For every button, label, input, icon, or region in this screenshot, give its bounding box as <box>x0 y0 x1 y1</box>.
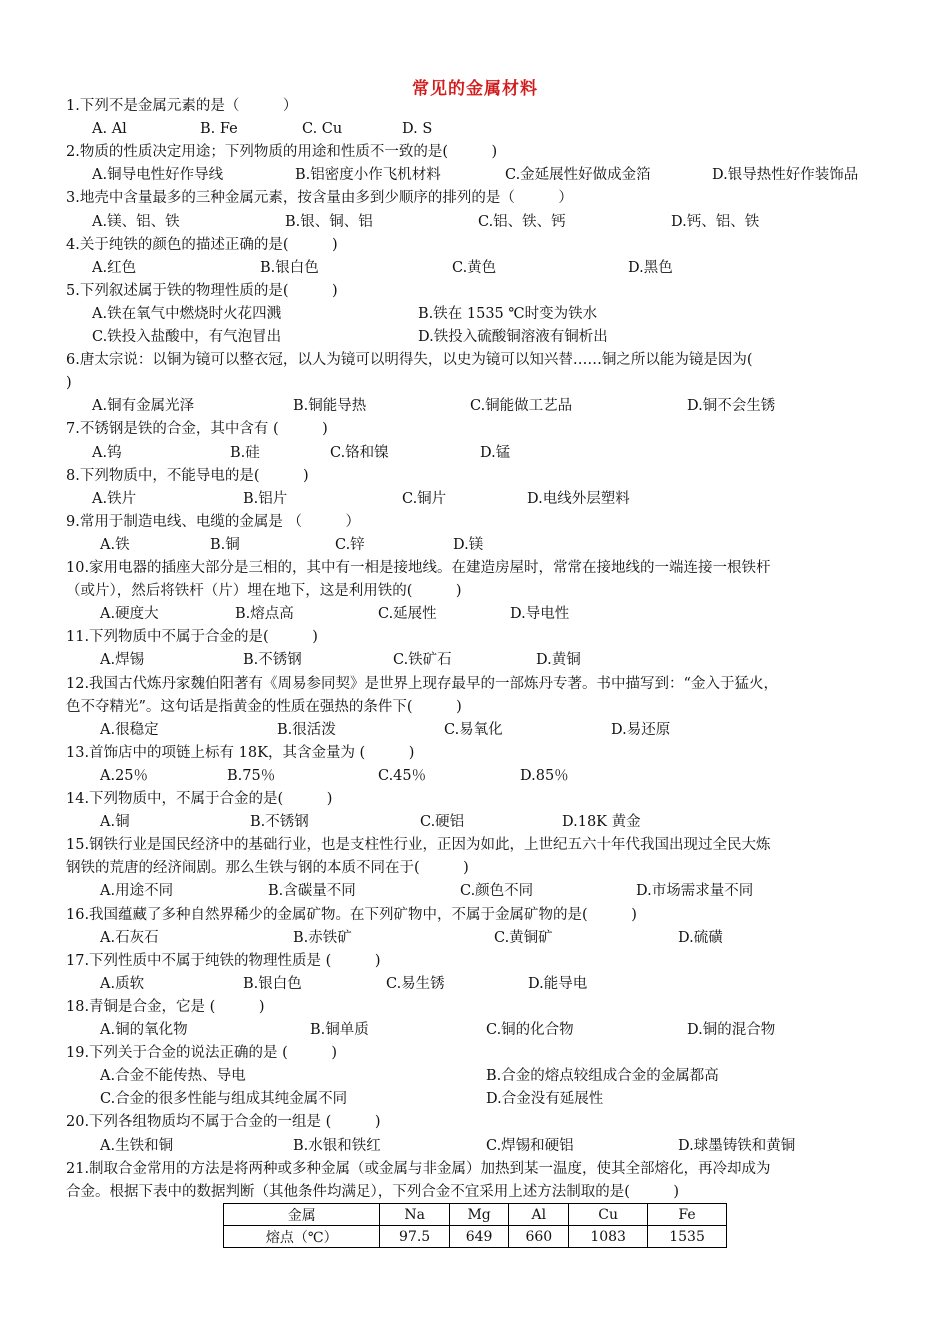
question-5-option: B.铁在 1535 ℃时变为铁水 <box>418 305 598 322</box>
question-6-option: B.铜能导热 <box>293 398 367 415</box>
question-2-option: C.金延展性好做成金箔 <box>505 167 651 184</box>
question-9-option: A.铁 <box>100 536 130 553</box>
question-11-option: D.黄铜 <box>536 652 581 669</box>
question-17-option: A.质软 <box>100 975 145 992</box>
question-11-option: A.焊锡 <box>100 652 145 669</box>
question-4-option: A.红色 <box>92 259 137 276</box>
question-20-option: B.水银和铁红 <box>293 1137 381 1154</box>
table-cell: Fe <box>648 1204 727 1226</box>
question-14-option: D.18K 黄金 <box>562 814 641 831</box>
question-12-option: A.很稳定 <box>100 721 159 738</box>
question-20-text: 20.下列各组物质均不属于合金的一组是 ( ) <box>66 1114 381 1131</box>
question-10-option: A.硬度大 <box>100 606 159 623</box>
table-cell: 97.5 <box>380 1226 449 1248</box>
question-1-option: C. Cu <box>302 121 343 138</box>
question-16-option: C.黄铜矿 <box>494 929 553 946</box>
question-13-option: D.85％ <box>520 767 569 784</box>
question-6-option: A.铜有金属光泽 <box>92 398 195 415</box>
question-15-text: 15.钢铁行业是国民经济中的基础行业，也是支柱性行业，正因为如此，上世纪五六十年代我国出现过全民大炼 <box>66 837 771 854</box>
table-cell: 熔点（℃） <box>224 1226 380 1248</box>
question-13-option: C.45％ <box>378 767 427 784</box>
question-7-option: B.硅 <box>230 444 260 461</box>
question-19-text: 19.下列关于合金的说法正确的是 ( ) <box>66 1045 337 1062</box>
question-6-text: ) <box>66 375 72 392</box>
table-cell: 金属 <box>224 1204 380 1226</box>
question-19-option: D.合金没有延展性 <box>486 1091 604 1108</box>
question-14-option: C.硬铝 <box>420 814 465 831</box>
question-15-option: C.颜色不同 <box>460 883 534 900</box>
question-17-option: B.银白色 <box>243 975 302 992</box>
question-7-option: D.锰 <box>480 444 511 461</box>
question-15-option: A.用途不同 <box>100 883 174 900</box>
table-cell: Al <box>509 1204 569 1226</box>
table-cell: Cu <box>569 1204 648 1226</box>
question-18-option: D.铜的混合物 <box>687 1022 776 1038</box>
question-7-option: C.铬和镍 <box>330 444 389 461</box>
question-20-option: D.球墨铸铁和黄铜 <box>678 1137 796 1154</box>
page-title: 常见的金属材料 <box>412 79 538 99</box>
question-10-option: B.熔点高 <box>235 606 294 623</box>
question-16-text: 16.我国蕴藏了多种自然界稀少的金属矿物。在下列矿物中，不属于金属矿物的是( ) <box>66 906 637 923</box>
question-17-option: D.能导电 <box>528 975 588 992</box>
question-15-text: 钢铁的荒唐的经济闹剧。那么生铁与钢的本质不同在于( ) <box>66 860 469 877</box>
question-5-option: C.铁投入盐酸中，有气泡冒出 <box>92 329 282 345</box>
question-11-text: 11.下列物质中不属于合金的是( ) <box>66 629 318 646</box>
question-18-option: A.铜的氧化物 <box>100 1022 188 1038</box>
question-11-option: C.铁矿石 <box>393 652 452 669</box>
question-14-option: B.不锈钢 <box>250 814 309 831</box>
question-10-text: （或片），然后将铁杆（片）埋在地下，这是利用铁的( ) <box>66 583 462 600</box>
question-3-text: 3.地壳中含量最多的三种金属元素，按含量由多到少顺序的排列的是（ ） <box>66 190 573 207</box>
question-9-option: D.镁 <box>453 536 484 553</box>
question-3-option: A.镁、铝、铁 <box>92 213 180 230</box>
melting-point-table <box>223 1203 727 1248</box>
question-2-option: B.铝密度小作飞机材料 <box>295 167 441 184</box>
question-4-option: B.银白色 <box>260 259 319 276</box>
table-row <box>224 1226 727 1248</box>
question-9-option: B.铜 <box>210 536 240 553</box>
question-4-option: D.黑色 <box>628 259 673 276</box>
table-cell: 660 <box>509 1226 569 1248</box>
question-1-option: D. S <box>402 121 433 138</box>
table-cell: 1083 <box>569 1226 648 1248</box>
question-17-option: C.易生锈 <box>386 975 445 992</box>
table-header-row <box>224 1204 727 1226</box>
question-13-option: A.25％ <box>100 767 149 784</box>
question-18-option: B.铜单质 <box>310 1022 369 1038</box>
question-21-text: 21.制取合金常用的方法是将两种或多种金属（或金属与非金属）加热到某一温度，使其全部熔化，再冷却成为 <box>66 1160 771 1177</box>
question-3-option: C.铝、铁、钙 <box>478 213 566 230</box>
question-14-option: A.铜 <box>100 814 130 831</box>
question-19-option: C.合金的很多性能与组成其纯金属不同 <box>100 1091 348 1108</box>
question-18-text: 18.青铜是合金，它是 ( ) <box>66 998 265 1015</box>
question-12-option: C.易氧化 <box>444 721 503 738</box>
question-7-option: A.钨 <box>92 444 122 461</box>
question-16-option: D.硫磺 <box>678 929 723 946</box>
question-2-text: 2.物质的性质决定用途；下列物质的用途和性质不一致的是( ) <box>66 144 498 161</box>
question-6-option: C.铜能做工艺品 <box>470 398 573 415</box>
question-13-text: 13.首饰店中的项链上标有 18K，其含金量为 ( ) <box>66 744 415 761</box>
question-6-option: D.铜不会生锈 <box>687 398 776 415</box>
question-15-option: D.市场需求量不同 <box>636 883 754 900</box>
table-cell: 649 <box>449 1226 509 1248</box>
question-8-option: D.电线外层塑料 <box>527 490 630 507</box>
question-4-text: 4.关于纯铁的颜色的描述正确的是( ) <box>66 236 338 253</box>
question-12-option: D.易还原 <box>611 721 671 738</box>
question-5-option: A.铁在氧气中燃烧时火花四溅 <box>92 305 282 322</box>
question-12-option: B.很活泼 <box>277 721 336 738</box>
question-11-option: B.不锈钢 <box>243 652 302 669</box>
question-7-text: 7.不锈钢是铁的合金，其中含有 ( ) <box>66 421 328 438</box>
question-10-option: C.延展性 <box>378 606 437 623</box>
question-8-option: A.铁片 <box>92 490 137 507</box>
question-5-option: D.铁投入硫酸铜溶液有铜析出 <box>418 329 608 345</box>
question-12-text: 12.我国古代炼丹家魏伯阳著有《周易参同契》是世界上现存最早的一部炼丹专著。书中描写到：“金入于猛火， <box>66 675 778 692</box>
question-8-text: 8.下列物质中，不能导电的是( ) <box>66 467 309 484</box>
question-9-option: C.锌 <box>335 536 365 553</box>
question-17-text: 17.下列性质中不属于纯铁的物理性质是 ( ) <box>66 952 381 969</box>
question-10-text: 10.家用电器的插座大部分是三相的，其中有一相是接地线。在建造房屋时，常常在接地线的一端连接一根铁杆 <box>66 560 771 576</box>
question-20-option: C.焊锡和硬铝 <box>486 1137 574 1154</box>
question-18-option: C.铜的化合物 <box>486 1022 574 1038</box>
question-20-option: A.生铁和铜 <box>100 1137 174 1154</box>
question-19-option: A.合金不能传热、导电 <box>100 1068 246 1085</box>
question-3-option: B.银、铜、铝 <box>285 213 373 230</box>
question-8-option: B.铝片 <box>243 490 288 507</box>
question-14-text: 14.下列物质中，不属于合金的是( ) <box>66 791 333 807</box>
question-8-option: C.铜片 <box>402 490 447 507</box>
question-16-option: B.赤铁矿 <box>293 929 352 946</box>
table-cell: Na <box>380 1204 449 1226</box>
question-16-option: A.石灰石 <box>100 929 159 946</box>
question-2-option: A.铜导电性好作导线 <box>92 167 224 184</box>
table-cell: Mg <box>449 1204 509 1226</box>
question-4-option: C.黄色 <box>452 259 497 276</box>
question-10-option: D.导电性 <box>510 606 570 623</box>
question-21-text: 合金。根据下表中的数据判断（其他条件均满足），下列合金不宜采用上述方法制取的是( ) <box>66 1183 680 1200</box>
question-1-option: B. Fe <box>200 121 238 138</box>
question-12-text: 色不夺精光”。这句话是指黄金的性质在强热的条件下( ) <box>66 698 462 715</box>
question-9-text: 9.常用于制造电线、电缆的金属是 （ ） <box>66 513 360 530</box>
question-6-text: 6.唐太宗说：以铜为镜可以整衣冠，以人为镜可以明得失，以史为镜可以知兴替……铜之所以能为镜是因为( <box>66 352 753 369</box>
question-13-option: B.75％ <box>227 767 276 784</box>
question-3-option: D.钙、铝、铁 <box>671 213 760 230</box>
question-19-option: B.合金的熔点较组成合金的金属都高 <box>486 1068 719 1085</box>
question-5-text: 5.下列叙述属于铁的物理性质的是( ) <box>66 282 338 299</box>
question-2-option: D.银导热性好作装饰品 <box>712 167 859 184</box>
table-cell: 1535 <box>648 1226 727 1248</box>
question-15-option: B.含碳量不同 <box>268 883 356 900</box>
question-1-text: 1.下列不是金属元素的是（ ） <box>66 98 298 114</box>
question-1-option: A. Al <box>92 121 127 138</box>
